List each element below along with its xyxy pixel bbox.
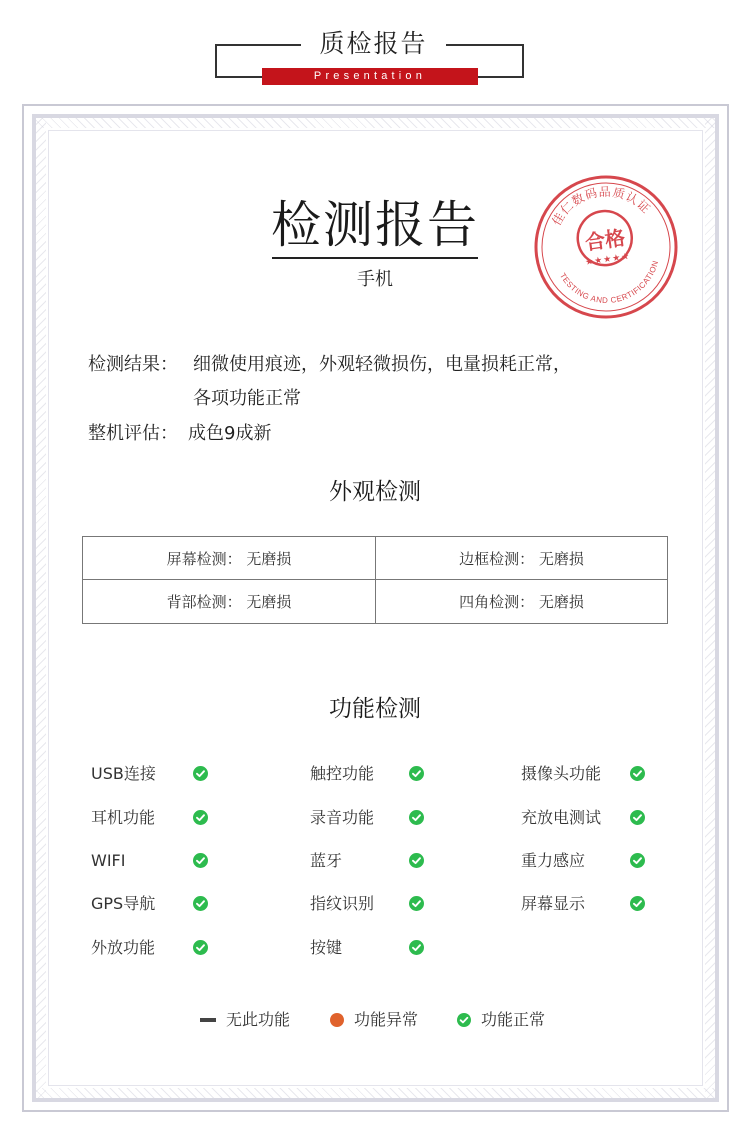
header-line-right (446, 44, 524, 46)
eval-label: 整机评估： (88, 423, 178, 444)
function-item (310, 806, 374, 830)
function-label: 重力感应 (521, 851, 586, 870)
check-circle-icon (193, 940, 208, 955)
legend-abnormal-label: 功能异常 (354, 1010, 419, 1029)
appearance-cell-screen: 屏幕检测： 无磨损 (83, 537, 375, 580)
function-item (310, 762, 374, 786)
appearance-table (82, 536, 668, 624)
check-circle-icon (409, 766, 424, 781)
result-line-2: 各项功能正常 (193, 388, 301, 409)
function-label: 外放功能 (91, 938, 156, 957)
function-item (91, 762, 156, 786)
title-underline (272, 257, 478, 259)
check-circle-icon (630, 896, 645, 911)
function-label: USB连接 (91, 764, 156, 783)
function-label: 充放电测试 (521, 808, 602, 827)
result-label: 检测结果： (88, 354, 178, 375)
header-title: 质检报告 (319, 29, 428, 58)
dash-icon (200, 1018, 216, 1022)
function-item (91, 936, 155, 960)
appearance-cell-back: 背部检测： 无磨损 (166, 593, 292, 611)
stamp-stars: ★★★★★ (584, 251, 631, 268)
stamp-bottom-text: TESTING AND CERTIFICATION (557, 259, 661, 306)
function-item (91, 892, 155, 916)
function-label: 录音功能 (310, 808, 375, 827)
function-item (91, 849, 125, 873)
stamp-center-text: 合格 (583, 225, 627, 255)
function-label: 摄像头功能 (521, 764, 602, 783)
check-circle-icon (409, 896, 424, 911)
abnormal-dot-icon (330, 1013, 344, 1027)
report-title: 检测报告 (271, 196, 479, 254)
function-item (521, 849, 585, 873)
function-item (310, 849, 342, 873)
appearance-cell-frame: 边框检测： 无磨损 (375, 537, 667, 580)
legend-none-label: 无此功能 (226, 1010, 291, 1029)
function-label: GPS导航 (91, 894, 156, 913)
check-circle-icon (409, 853, 424, 868)
function-item (521, 762, 601, 786)
function-label: 触控功能 (310, 764, 375, 783)
function-label: 指纹识别 (310, 894, 375, 913)
header-band: Presentation (262, 68, 478, 85)
appearance-title: 外观检测 (329, 479, 421, 505)
function-item (310, 892, 374, 916)
check-circle-icon (409, 810, 424, 825)
legend-normal (457, 1008, 545, 1032)
check-circle-icon (630, 810, 645, 825)
function-label: 蓝牙 (310, 851, 343, 870)
function-item (91, 806, 155, 830)
function-label: 屏幕显示 (521, 894, 586, 913)
report-subtitle: 手机 (357, 269, 393, 290)
report-header (0, 0, 750, 100)
legend-none (200, 1008, 290, 1032)
function-item (521, 892, 585, 916)
function-label: WIFI (91, 851, 126, 870)
check-circle-icon (630, 853, 645, 868)
function-label: 耳机功能 (91, 808, 156, 827)
eval-value: 成色9成新 (188, 423, 272, 444)
check-circle-icon (457, 1013, 471, 1027)
header-line-left (215, 44, 301, 46)
check-circle-icon (193, 810, 208, 825)
check-circle-icon (630, 766, 645, 781)
function-label: 按键 (310, 938, 343, 957)
check-circle-icon (193, 766, 208, 781)
function-item (310, 936, 342, 960)
check-circle-icon (193, 896, 208, 911)
legend-abnormal (330, 1008, 418, 1032)
function-item (521, 806, 601, 830)
stamp-top-text: 佳仁数码品质认证 (549, 184, 654, 229)
legend-normal-label: 功能正常 (481, 1010, 546, 1029)
functions-title: 功能检测 (329, 696, 421, 722)
result-line-1: 细微使用痕迹，外观轻微损伤，电量损耗正常， (193, 354, 571, 375)
check-circle-icon (193, 853, 208, 868)
check-circle-icon (409, 940, 424, 955)
appearance-cell-corners: 四角检测： 无磨损 (375, 580, 667, 623)
